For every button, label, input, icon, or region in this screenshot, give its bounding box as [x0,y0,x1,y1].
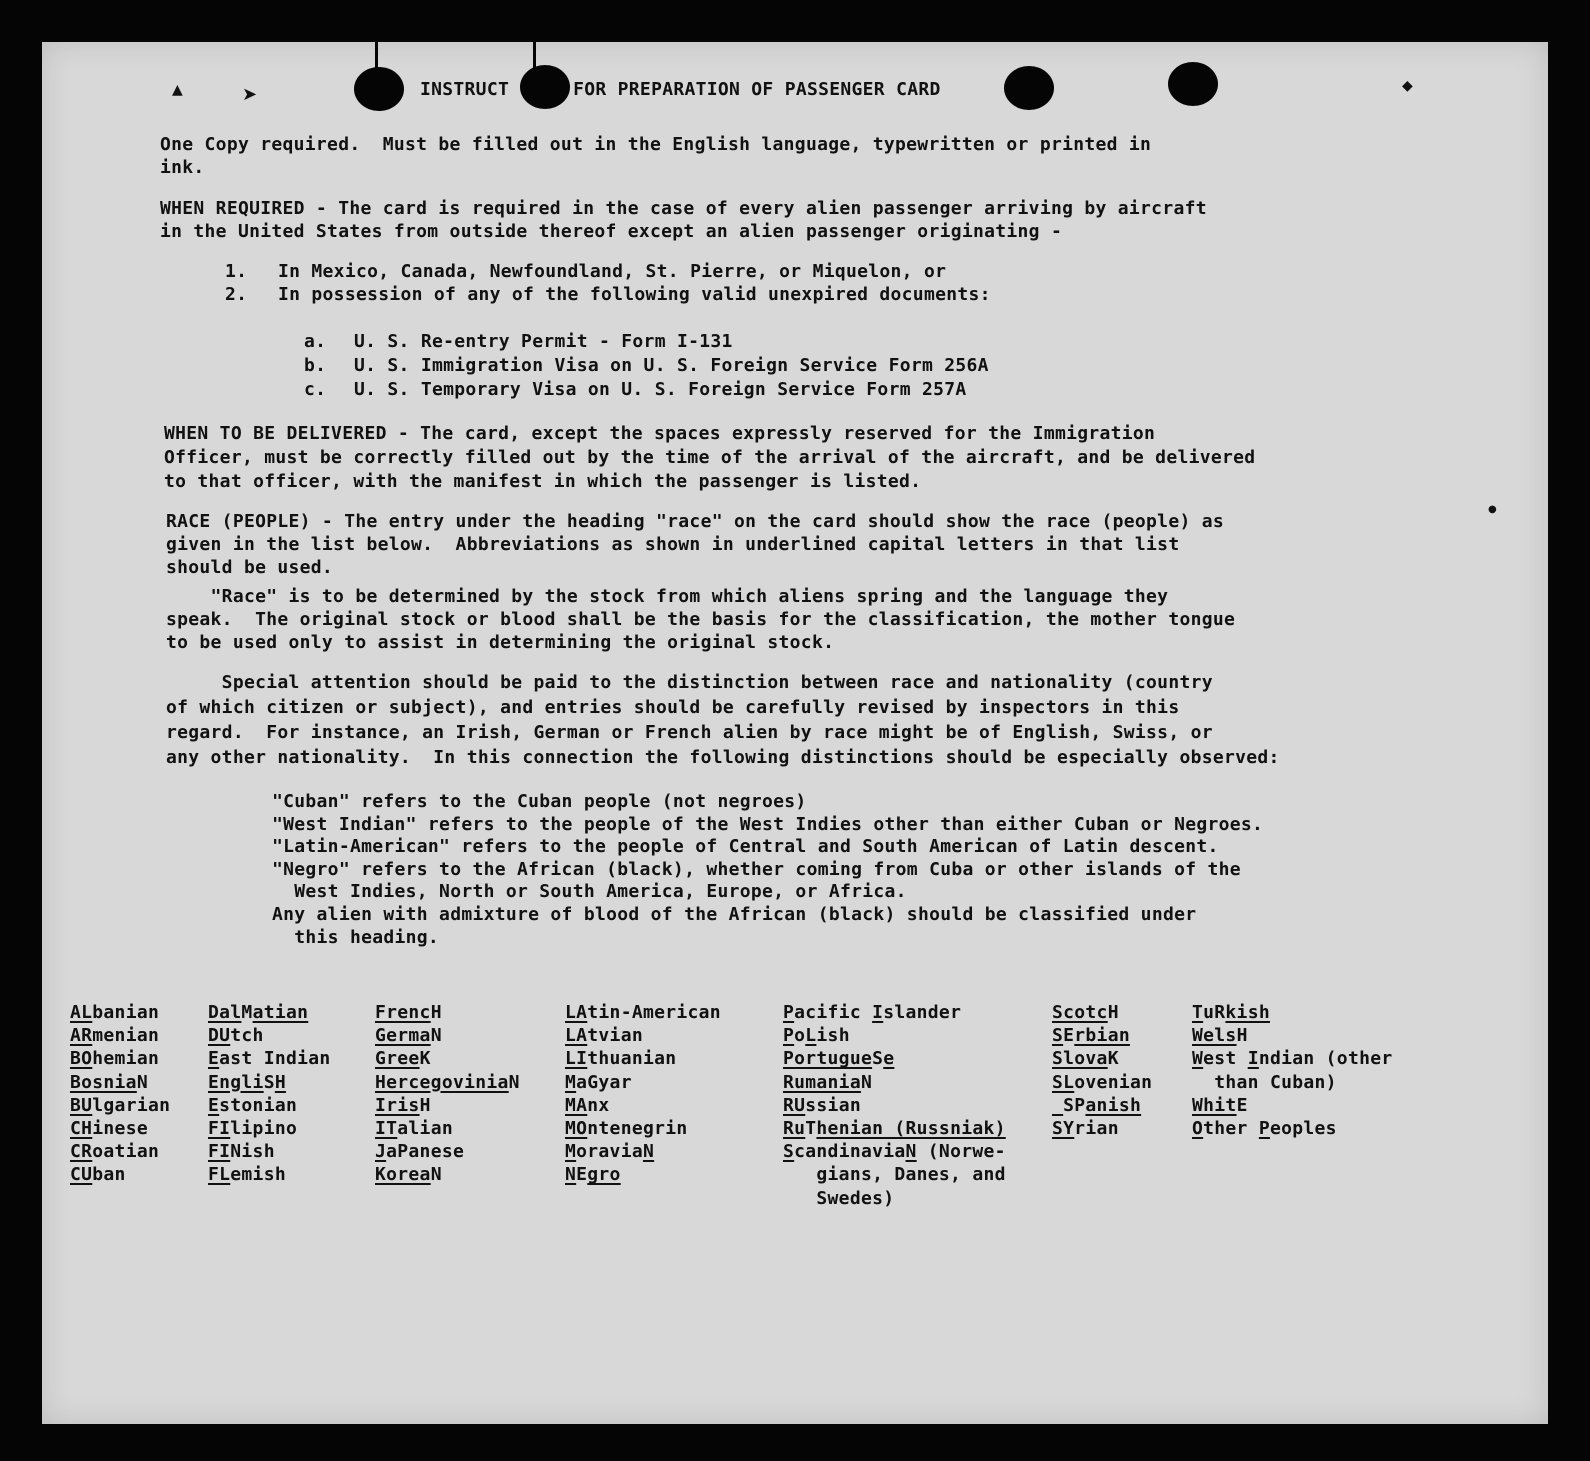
when-required-line: in the United States from outside thereof except an alien passenger originating - [160,221,1063,242]
punch-hole [354,67,404,111]
race-list-entry [1052,1024,1130,1047]
distinction-line: Any alien with admixture of blood of the African (black) should be classified under [272,904,1197,925]
race-abbreviation: BU [70,1094,93,1116]
race-abbreviation: E [208,1094,220,1116]
race-list-entry [208,1001,308,1024]
race-list-entry [783,1001,961,1024]
race-name-part: gians, Danes, and [783,1164,1006,1186]
race-name-part: aPanese [386,1141,465,1163]
race-list-entry [208,1094,297,1117]
race-list-entry [375,1024,442,1047]
item-text: In possession of any of the following valid unexpired documents: [278,284,991,305]
race-list-entry [565,1071,632,1094]
race-abbreviation: rbian [1074,1025,1130,1047]
race-abbreviation: SY [1052,1118,1075,1139]
race-name-part: T [805,1118,817,1139]
race-abbreviation: LA [565,1002,588,1023]
race-list-entry [565,1024,643,1047]
race-list-entry [565,1163,621,1186]
race-name-part: ovenian [1074,1071,1153,1093]
race-list-entry [565,1094,610,1117]
race-abbreviation: S [1052,1025,1064,1047]
race-paragraph-line: speak. The original stock or blood shall be the basis for the classification, the mother tongue [166,609,1236,630]
race-name-part: est [1203,1048,1248,1070]
race-name-part: (Norwe- [916,1141,1006,1163]
race-name-part: oravia [576,1141,643,1163]
race-abbreviation: AL [70,1002,93,1023]
race-list-entry [375,1163,442,1186]
race-name-part: N [430,1164,442,1186]
race-name-part: H [430,1002,442,1023]
race-abbreviation: H [274,1071,286,1093]
race-abbreviation: I [872,1002,884,1023]
subitem-letter: a. [304,331,327,352]
race-abbreviation: Germa [375,1025,431,1047]
intro-line: One Copy required. Must be filled out in the English language, typewritten or printed in [160,134,1152,155]
race-name-part: than Cuban) [1192,1071,1337,1093]
distinction-line: this heading. [272,926,440,948]
race-abbreviation: N [642,1141,655,1163]
race-abbreviation: Ru [783,1118,806,1139]
race-list-entry [783,1047,894,1070]
race-list-entry [1052,1094,1141,1117]
race-abbreviation: LA [565,1025,588,1047]
punch-hole [1168,62,1218,106]
race-list-entry [1052,1071,1152,1094]
race-name-part: tvian [587,1025,643,1047]
distinction-line: "Negro" refers to the African (black), whether coming from Cuba or other islands of the [272,858,1241,880]
intro-line: ink. [160,157,205,178]
race-abbreviation: MO [565,1118,588,1139]
race-name-part: S [872,1048,884,1070]
race-list-entry [70,1163,126,1186]
race-name-part: M [241,1002,253,1023]
race-abbreviation: MA [565,1094,588,1116]
race-list-entry [70,1140,159,1163]
when-required-line: WHEN REQUIRED - The card is required in the case of every alien passenger arriving by aircraft [160,198,1207,219]
race-list-entry [1192,1117,1337,1140]
race-name-part: H [1107,1002,1119,1023]
race-list-entry [375,1071,520,1094]
race-name-part: uR [1203,1002,1226,1023]
race-list-entry [70,1024,159,1047]
item-text: In Mexico, Canada, Newfoundland, St. Pierre, or Miquelon, or [278,261,947,282]
race-abbreviation: atian [252,1002,309,1023]
document-page [42,42,1548,1424]
race-abbreviation: Wels [1192,1025,1237,1047]
race-abbreviation: P [783,1002,795,1023]
race-list-entry [70,1001,159,1024]
page-title: INSTRUCT FOR PREPARATION OF PASSENGER CARD [420,79,941,100]
race-name-part: lgarian [92,1094,171,1116]
race-paragraph-line: given in the list below. Abbreviations as shown in underlined capital letters in that list [166,534,1180,555]
race-abbreviation: Portugue [783,1048,873,1070]
race-abbreviation: Hercegovinia [375,1071,509,1093]
race-name-part: N [430,1025,442,1047]
race-name-part: eoples [1269,1118,1337,1139]
race-list-entry [783,1117,1006,1140]
race-name-part: S [263,1071,275,1093]
race-name-part: acific [794,1002,873,1023]
paper-mark: ● [1488,504,1497,515]
race-list-entry [375,1047,431,1070]
race-paragraph-line: should be used. [166,557,334,578]
paper-tear [375,42,378,70]
race-abbreviation: Engli [208,1071,264,1093]
when-delivered-line: Officer, must be correctly filled out by the time of the arrival of the aircraft, and be delivered [164,447,1256,468]
item-number: 1. [225,261,248,282]
race-list-entry [783,1163,1006,1186]
race-name-part: SP [1063,1094,1086,1116]
punch-hole [1004,66,1054,110]
race-abbreviation: Scotc [1052,1002,1108,1023]
race-paragraph-line: Special attention should be paid to the distinction between race and nationality (country [166,672,1213,693]
race-abbreviation: O [1192,1118,1204,1139]
race-name-part: tin-American [587,1002,721,1023]
distinction-line: "Latin-American" refers to the people of Central and South American of Latin descent. [272,836,1219,858]
race-list-entry [70,1094,170,1117]
race-list-entry [70,1071,148,1094]
race-paragraph-line: "Race" is to be determined by the stock from which aliens spring and the language they [166,586,1169,607]
race-name-part: rian [1074,1118,1119,1139]
race-name-part: nx [587,1094,610,1116]
race-list-entry [208,1163,286,1186]
race-list-entry [783,1140,1006,1163]
race-abbreviation: T [1192,1002,1204,1023]
subitem-letter: c. [304,379,327,400]
race-name-part: ast Indian [219,1048,331,1070]
race-name-part: banian [92,1002,160,1023]
paper-mark: ▲ [172,82,183,98]
race-abbreviation: P [1258,1118,1270,1139]
race-abbreviation: e [883,1048,895,1070]
race-name-part: o [794,1025,806,1047]
race-name-part: E [1063,1025,1075,1047]
race-list-entry [375,1117,453,1140]
item-number: 2. [225,284,248,305]
race-abbreviation: AR [70,1025,93,1047]
race-name-part: H [1236,1025,1248,1047]
race-name-part: stonian [219,1094,298,1116]
race-name-part: menian [92,1025,160,1047]
race-abbreviation: CH [70,1118,93,1139]
race-list-entry [565,1047,676,1070]
race-name-part: K [1107,1048,1119,1070]
race-list-entry [1052,1117,1119,1140]
subitem-letter: b. [304,355,327,376]
race-name-part: inese [92,1118,148,1139]
race-abbreviation: M [565,1141,577,1163]
race-list-entry [1192,1024,1248,1047]
race-name-part: ther [1203,1118,1259,1139]
subitem-text: U. S. Immigration Visa on U. S. Foreign Service Form 256A [354,355,989,376]
race-list-entry [565,1117,688,1140]
race-list-entry [1192,1094,1248,1117]
subitem-text: U. S. Re-entry Permit - Form I-131 [354,331,733,352]
race-name-part: H [419,1094,431,1116]
race-list-entry [208,1047,331,1070]
paper-tear [533,42,536,68]
race-name-part: ssian [805,1094,861,1116]
distinction-line: West Indies, North or South America, Europe, or Africa. [272,881,907,903]
race-abbreviation: DU [208,1025,231,1047]
race-name-part: Swedes) [783,1187,895,1209]
race-list-entry [565,1140,654,1163]
race-list-entry [783,1024,850,1047]
race-abbreviation: Slova [1052,1048,1108,1070]
race-abbreviation: Korea [375,1164,431,1186]
race-abbreviation: Dal [208,1002,242,1023]
race-list-entry [783,1094,861,1117]
race-list-entry [208,1071,286,1094]
race-paragraph-line: any other nationality. In this connection the following distinctions should be especially observed: [166,747,1280,768]
race-abbreviation: Frenc [375,1002,431,1023]
race-name-part: lipino [230,1118,298,1139]
race-abbreviation: RU [783,1094,806,1116]
subitem-text: U. S. Temporary Visa on U. S. Foreign Service Form 257A [354,379,967,400]
race-paragraph-line: to be used only to assist in determining the original stock. [166,632,835,653]
race-list-entry [1192,1047,1393,1070]
race-name-part: N [860,1071,873,1093]
race-abbreviation [1052,1095,1063,1116]
paper-mark: ◆ [1402,78,1413,94]
race-name-part: E [576,1164,588,1186]
race-abbreviation: Whit [1192,1094,1237,1116]
race-abbreviation: I [1247,1048,1259,1070]
race-abbreviation: N [905,1141,917,1163]
race-name-part: oatian [92,1141,160,1163]
race-name-part: aGyar [576,1071,632,1093]
race-name-part: ntenegrin [587,1118,688,1139]
race-paragraph-line: of which citizen or subject), and entries should be carefully revised by inspectors in this [166,697,1180,718]
race-abbreviation: P [783,1025,795,1047]
paper-mark: ➤ [242,84,258,105]
when-delivered-line: WHEN TO BE DELIVERED - The card, except the spaces expressly reserved for the Immigration [164,423,1156,444]
race-list-entry [1052,1047,1119,1070]
race-abbreviation: N [565,1164,577,1186]
race-list-entry [1192,1001,1270,1024]
race-name-part: N [508,1071,520,1093]
race-abbreviation: Gree [375,1048,420,1070]
race-abbreviation: Rumania [783,1071,861,1093]
race-abbreviation: S [783,1141,795,1163]
race-name-part: Nish [230,1141,275,1163]
race-abbreviation: FI [208,1141,231,1163]
race-list-entry [375,1001,442,1024]
race-list-entry [783,1187,894,1210]
race-list-entry [565,1001,721,1024]
race-list-entry [1052,1001,1119,1024]
race-name-part: ban [92,1164,126,1186]
distinction-line: "West Indian" refers to the people of the West Indies other than either Cuban or Negroes. [272,813,1264,835]
race-abbreviation: CR [70,1141,93,1163]
race-abbreviation: J [375,1141,387,1163]
race-abbreviation: anish [1085,1094,1142,1116]
race-list-entry [375,1140,464,1163]
race-abbreviation: kish [1225,1002,1270,1023]
race-name-part: ndian (other [1258,1048,1393,1070]
race-name-part: tch [230,1025,264,1047]
race-name-part: ish [816,1025,850,1047]
race-list-entry [208,1024,264,1047]
race-abbreviation: Bosnia [70,1071,137,1093]
race-list-entry [1192,1071,1337,1094]
race-abbreviation: M [565,1071,577,1093]
race-abbreviation: LI [565,1048,588,1070]
race-name-part: thuanian [587,1048,677,1070]
race-name-part: K [419,1048,431,1070]
race-name-part: N [136,1071,148,1093]
race-abbreviation: gro [587,1164,621,1186]
race-abbreviation: BO [70,1048,93,1070]
race-paragraph-line: regard. For instance, an Irish, German or French alien by race might be of English, Swiss, or [166,722,1213,743]
race-abbreviation: SL [1052,1071,1075,1093]
race-abbreviation: L [805,1025,817,1047]
race-abbreviation: W [1192,1048,1204,1070]
race-name-part: E [1236,1094,1248,1116]
race-abbreviation: henian (Russniak) [816,1118,1006,1139]
race-name-part: emish [230,1164,286,1186]
race-abbreviation: CU [70,1164,93,1186]
race-name-part: alian [397,1118,453,1139]
race-name-part: slander [883,1002,962,1023]
race-list-entry [70,1117,148,1140]
race-abbreviation: FL [208,1164,231,1186]
race-list-entry [208,1140,275,1163]
race-list-entry [375,1094,431,1117]
race-abbreviation: IT [375,1118,398,1139]
race-list-entry [70,1047,159,1070]
race-abbreviation: Iris [375,1094,420,1116]
race-name-part: candinavia [794,1141,906,1163]
race-list-entry [208,1117,297,1140]
race-abbreviation: E [208,1048,220,1070]
distinction-line: "Cuban" refers to the Cuban people (not negroes) [272,791,807,812]
race-name-part: hemian [92,1048,160,1070]
race-abbreviation: FI [208,1118,231,1139]
race-list-entry [783,1071,872,1094]
when-delivered-line: to that officer, with the manifest in which the passenger is listed. [164,471,922,492]
race-paragraph-line: RACE (PEOPLE) - The entry under the heading "race" on the card should show the race (people) as [166,511,1225,532]
